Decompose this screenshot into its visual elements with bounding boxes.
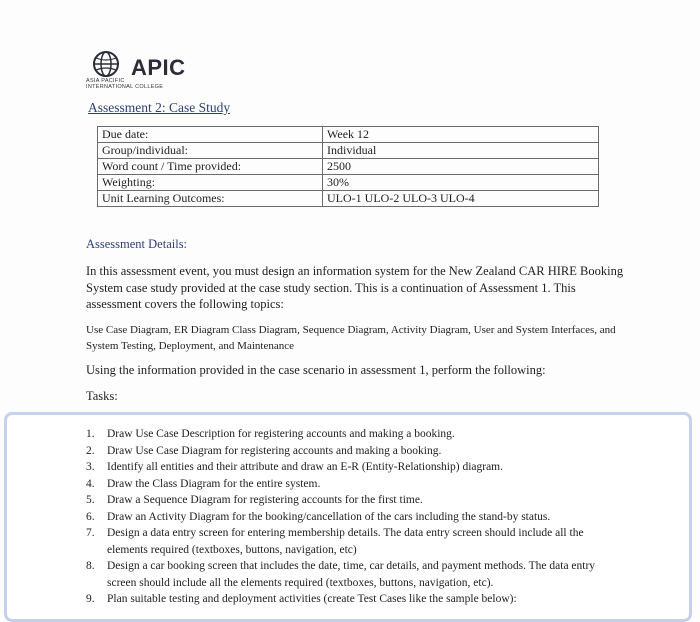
info-value: 2500	[323, 159, 599, 175]
table-row	[98, 191, 599, 207]
info-key: Due date:	[98, 127, 323, 143]
info-value: Week 12	[323, 127, 599, 143]
logo-subtitle: ASIA PACIFIC INTERNATIONAL COLLEGE	[86, 78, 164, 90]
table-row	[98, 127, 599, 143]
task-text: Design a data entry screen for entering membership details. The data entry screen should include all the elements required (textboxes, buttons, navigation, etc)	[107, 527, 584, 556]
info-key: Weighting:	[98, 175, 323, 191]
topics-paragraph: Use Case Diagram, ER Diagram Class Diagram, Sequence Diagram, Activity Diagram, User and System Interfaces, and System Testing, Deployment, and Maintenance	[86, 324, 616, 352]
apic-logo	[86, 50, 206, 100]
table-row	[98, 175, 599, 191]
task-text: Design a car booking screen that includes the date, time, car details, and payment methods. The data entry screen should include all the elements required (textboxes, buttons, navigation, etc).	[107, 560, 596, 589]
task-text: Identify all entities and their attribute and draw an E-R (Entity-Relationship) diagram.	[107, 461, 503, 473]
instructions-line: Using the information provided in the case scenario in assessment 1, perform the following:	[86, 363, 546, 377]
list-item	[86, 492, 606, 509]
task-number: 2.	[86, 444, 95, 457]
intro-paragraph: In this assessment event, you must design an information system for the New Zealand CAR HIRE Booking System case study provided at the case study section. This is a continuation of Assessment 1. This assessment covers the following topics:	[86, 264, 624, 311]
task-text: Draw an Activity Diagram for the booking/cancellation of the cars including the stand-by status.	[107, 510, 551, 523]
list-item	[86, 459, 606, 476]
task-number: 3.	[86, 461, 95, 473]
task-text: Draw the Class Diagram for the entire system.	[107, 477, 321, 490]
list-item	[86, 443, 606, 460]
globe-icon	[86, 50, 126, 80]
logo-name: APIC	[131, 55, 186, 80]
tasks-heading: Tasks:	[86, 389, 118, 403]
info-key: Group/individual:	[98, 143, 323, 159]
table-row	[98, 159, 599, 175]
info-value: ULO-1 ULO-2 ULO-3 ULO-4	[323, 191, 599, 207]
info-key: Unit Learning Outcomes:	[98, 191, 323, 207]
task-number: 6.	[86, 510, 95, 523]
list-item	[86, 525, 606, 558]
task-number: 7.	[86, 527, 95, 539]
task-number: 9.	[86, 593, 95, 605]
task-number: 8.	[86, 560, 95, 572]
table-row	[98, 143, 599, 159]
list-item	[86, 509, 606, 526]
task-text: Draw Use Case Description for registering accounts and making a booking.	[107, 428, 455, 440]
details-heading: Assessment Details:	[86, 237, 188, 251]
info-value: 30%	[323, 175, 599, 191]
assessment-info-table	[97, 126, 599, 207]
task-text: Draw a Sequence Diagram for registering accounts for the first time.	[107, 494, 423, 506]
list-item	[86, 558, 606, 591]
list-item	[86, 591, 606, 608]
task-text: Plan suitable testing and deployment activities (create Test Cases like the sample below):	[107, 593, 517, 605]
task-number: 5.	[86, 494, 95, 506]
task-text: Draw Use Case Diagram for registering accounts and making a booking.	[107, 444, 442, 457]
info-key: Word count / Time provided:	[98, 159, 323, 175]
tasks-list	[86, 426, 606, 608]
info-value: Individual	[323, 143, 599, 159]
page-title: Assessment 2: Case Study	[88, 100, 231, 115]
task-number: 4.	[86, 477, 95, 490]
list-item	[86, 426, 606, 443]
list-item	[86, 476, 606, 493]
task-number: 1.	[86, 428, 95, 440]
